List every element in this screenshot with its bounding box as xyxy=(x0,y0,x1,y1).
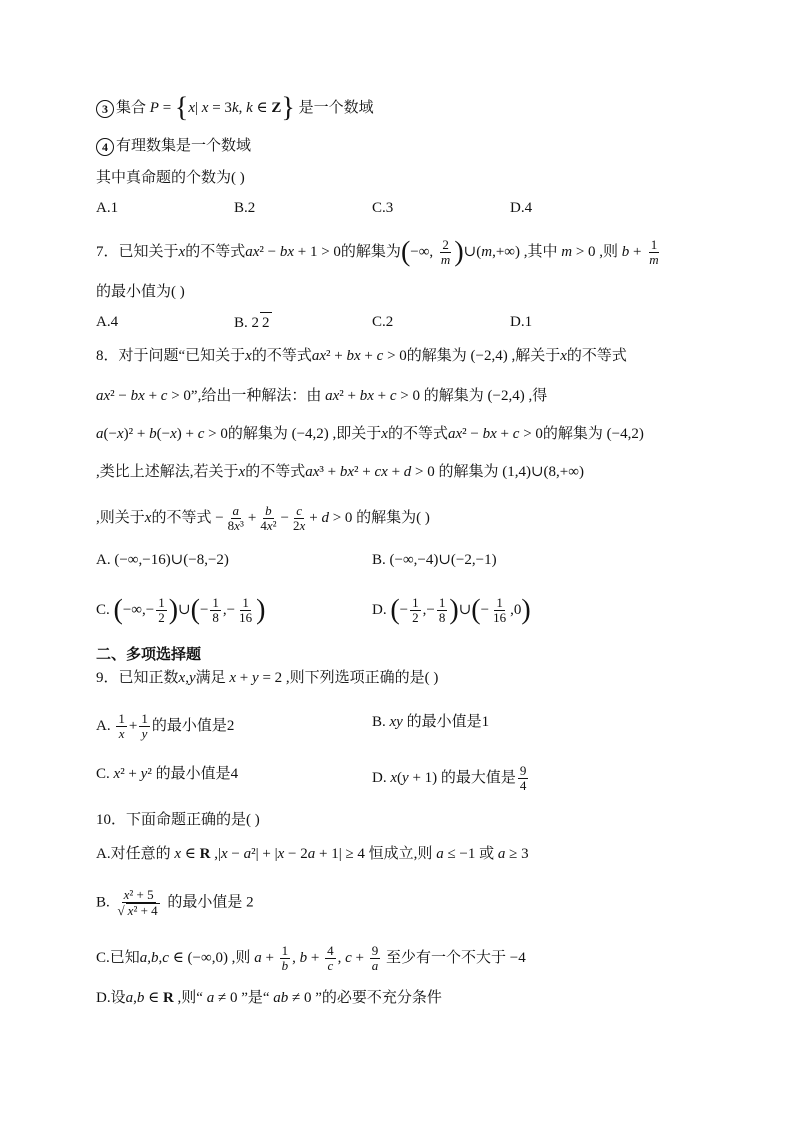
q8-option-d: D. (− $\frac{1}{2}$ ,− $\frac{1}{8}$ )∪(− $\frac{1}{16}$ ,0) xyxy=(372,594,531,626)
q10-option-c: C.已知a,b,c ∈ (−∞,0) ,则 a + $\frac{1}{b}$ , b + $\frac{4}{c}$ , c + $\frac{9}{a}$ 至少有一个不大于 −4 xyxy=(96,943,526,973)
q7-option-d: D.1 xyxy=(510,314,533,330)
q9-option-c: C. x² + y² 的最小值是4 xyxy=(96,766,239,782)
question-8-line-2: ax² − bx + c > 0”,给出一种解法：由 ax² + bx + c > 0 的解集为 (−2,4) ,得 xyxy=(96,388,548,404)
question-7-stem-2: 的最小值为( ) xyxy=(96,284,185,300)
q10-option-b: B. $\frac{\text{x² + 5}}{\text{√ x² + 4}}$ 的最小值是 2 xyxy=(96,887,254,918)
q9-option-a: A. $\frac{1}{x}$ + $\frac{1}{y}$ 的最小值是2 xyxy=(96,711,235,741)
question-8-line-5: ,则关于x的不等式 − $\frac{a}{\text{8x³}}$ + $\frac{b}{\text{4x²}}$ − $\frac{c}{2x}$ + d > 0 的解集为( ) xyxy=(96,503,430,533)
question-8-line-4: ,类比上述解法,若关于x的不等式ax³ + bx² + cx + d > 0 的解集为 (1,4)∪(8,+∞) xyxy=(96,464,584,480)
question-6-prompt: 其中真命题的个数为( ) xyxy=(96,170,245,186)
statement-3: 3 集合 P = {x| x = 3k, k ∈ Z} 是一个数域 xyxy=(96,98,374,119)
statement-4: 4 有理数集是一个数域 xyxy=(96,136,251,156)
q10-option-a: A.对任意的 x ∈ R ,|x − a²| + |x − 2a + 1| ≥ 4 恒成立,则 a ≤ −1 或 a ≥ 3 xyxy=(96,846,529,862)
q7-option-a: A.4 xyxy=(96,314,119,330)
q6-option-b: B.2 xyxy=(234,200,256,216)
section-heading-multiple-choice: 二、多项选择题 xyxy=(96,645,202,663)
q7-option-c: C.2 xyxy=(372,314,394,330)
q8-option-c: C. (−∞,− $\frac{1}{2}$ )∪(− $\frac{1}{8}$ ,− $\frac{1}{16}$ ) xyxy=(96,594,266,626)
circled-number-4: 4 xyxy=(96,138,114,156)
question-7-stem: 7．已知关于x的不等式ax² − bx + 1 > 0的解集为(−∞, $\frac{2}{m}$ )∪(m,+∞) ,其中 m > 0 ,则 b + $\frac{1}{m}$ xyxy=(96,236,659,268)
q7-option-b: B. 2 2 xyxy=(234,312,272,333)
q8-option-b: B. (−∞,−4)∪(−2,−1) xyxy=(372,552,497,568)
q6-option-d: D.4 xyxy=(510,200,533,216)
q6-option-a: A.1 xyxy=(96,200,119,216)
q10-option-d: D.设a,b ∈ R ,则“ a ≠ 0 ”是“ ab ≠ 0 ”的必要不充分条件 xyxy=(96,990,442,1006)
q9-option-d: D. x(y + 1) 的最大值是 $\frac{9}{4}$ xyxy=(372,763,527,793)
q6-option-c: C.3 xyxy=(372,200,394,216)
q8-option-a: A. (−∞,−16)∪(−8,−2) xyxy=(96,552,229,568)
question-8-line-1: 8．对于问题“已知关于x的不等式ax² + bx + c > 0的解集为 (−2,4) ,解关于x的不等式 xyxy=(96,348,627,364)
q9-option-b: B. xy 的最小值是1 xyxy=(372,714,490,730)
circled-number-3: 3 xyxy=(96,100,114,118)
question-9-stem: 9．已知正数x,y满足 x + y = 2 ,则下列选项正确的是( ) xyxy=(96,670,439,686)
question-10-stem: 10．下面命题正确的是( ) xyxy=(96,812,260,828)
question-8-line-3: a(−x)² + b(−x) + c > 0的解集为 (−4,2) ,即关于x的不等式ax² − bx + c > 0的解集为 (−4,2) xyxy=(96,426,644,442)
